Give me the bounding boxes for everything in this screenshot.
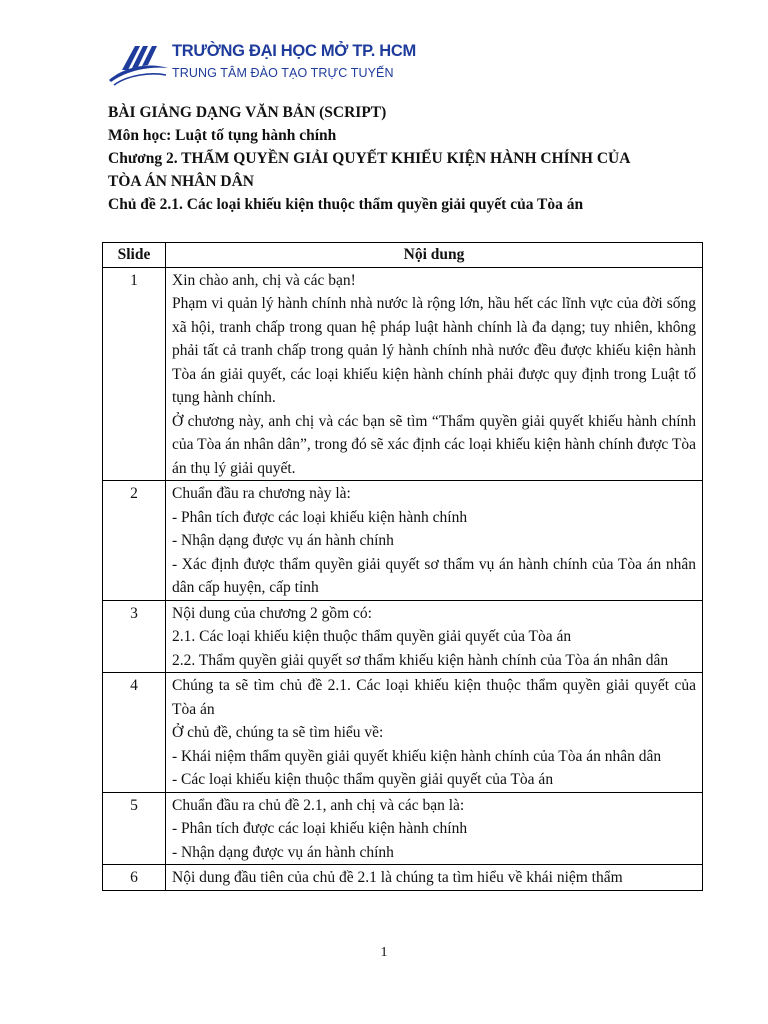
slide-number: 1 <box>103 267 166 481</box>
content-line: Chúng ta sẽ tìm chủ đề 2.1. Các loại khiếu kiện thuộc thẩm quyền giải quyết của Tòa án <box>172 677 696 718</box>
topic-title: Chủ đề 2.1. Các loại khiếu kiện thuộc thẩm quyền giải quyết của Tòa án <box>108 196 584 213</box>
logo-title: TRƯỜNG ĐẠI HỌC MỞ TP. HCM <box>172 42 416 60</box>
document-type-title: BÀI GIẢNG DẠNG VĂN BẢN (SCRIPT) <box>108 104 387 121</box>
content-line: - Xác định được thẩm quyền giải quyết sơ thẩm vụ án hành chính của Tòa án nhân dân cấp huyện, cấp tỉnh <box>172 555 696 596</box>
content-line: Ở chủ đề, chúng ta sẽ tìm hiểu về: <box>172 724 384 741</box>
content-line: Ở chương này, anh chị và các bạn sẽ tìm “Thẩm quyền giải quyết khiếu hành chính của Tòa án nhân dân”, trong đó sẽ xác định các loại khiếu kiện hành chính được Tòa án thụ lý giải quyết. <box>172 412 696 477</box>
content-line: - Phân tích được các loại khiếu kiện hành chính <box>172 508 468 526</box>
page-number: 1 <box>380 945 388 960</box>
content-line: Xin chào anh, chị và các bạn! <box>172 271 356 289</box>
content-line: - Nhận dạng được vụ án hành chính <box>172 532 394 549</box>
logo-subtitle: TRUNG TÂM ĐÀO TẠO TRỰC TUYẾN <box>172 66 394 80</box>
content-line: - Nhận dạng được vụ án hành chính <box>172 843 394 861</box>
slide-content <box>166 865 703 891</box>
content-line: Nội dung của chương 2 gồm có: <box>172 604 372 622</box>
table-row <box>103 865 703 891</box>
slide-number: 2 <box>103 481 166 601</box>
content-line: 2.1. Các loại khiếu kiện thuộc thẩm quyền giải quyết của Tòa án <box>172 628 572 645</box>
chapter-title-line1: Chương 2. THẨM QUYỀN GIẢI QUYẾT KHIẾU KIỆN HÀNH CHÍNH CỦA <box>108 150 631 167</box>
content-line: 2.2. Thẩm quyền giải quyết sơ thẩm khiếu kiện hành chính của Tòa án nhân dân <box>172 651 669 669</box>
content-line: Phạm vi quản lý hành chính nhà nước là rộng lớn, hầu hết các lĩnh vực của đời sống xã hội, tranh chấp trong quan hệ pháp luật hành chính là đa dạng; tuy nhiên, không phải tất cả tranh chấp trong quản lý hành chính nhà nước đều được khiếu kiện hành Tòa án giải quyết, các loại khiếu kiện hành chính phải được quy định trong Luật tố tụng hành chính. <box>172 295 696 406</box>
slide-content <box>166 792 703 865</box>
slide-content <box>166 600 703 673</box>
slide-number: 5 <box>103 792 166 865</box>
slide-content <box>166 481 703 601</box>
table-row <box>103 792 703 865</box>
logo-emblem-icon <box>108 40 170 90</box>
university-logo <box>108 40 416 90</box>
content-line: Chuẩn đầu ra chương này là: <box>172 485 351 502</box>
script-table <box>102 242 703 891</box>
table-header-row <box>103 243 703 268</box>
slide-number: 3 <box>103 600 166 673</box>
table-row <box>103 673 703 793</box>
table-row <box>103 600 703 673</box>
column-header-content: Nội dung <box>166 243 703 268</box>
slide-number: 6 <box>103 865 166 891</box>
content-line: - Khái niệm thẩm quyền giải quyết khiếu kiện hành chính của Tòa án nhân dân <box>172 747 662 765</box>
table-row <box>103 267 703 481</box>
column-header-slide: Slide <box>103 243 166 268</box>
content-line: Chuẩn đầu ra chủ đề 2.1, anh chị và các bạn là: <box>172 796 465 814</box>
chapter-title-line2: TÒA ÁN NHÂN DÂN <box>108 173 254 190</box>
content-line: Nội dung đầu tiên của chủ đề 2.1 là chúng ta tìm hiểu về khái niệm thẩm <box>172 869 623 886</box>
slide-content <box>166 673 703 793</box>
content-line: - Phân tích được các loại khiếu kiện hành chính <box>172 820 468 837</box>
table-row <box>103 481 703 601</box>
content-line: - Các loại khiếu kiện thuộc thẩm quyền giải quyết của Tòa án <box>172 771 554 788</box>
slide-number: 4 <box>103 673 166 793</box>
course-name: Môn học: Luật tố tụng hành chính <box>108 127 337 144</box>
slide-content <box>166 267 703 481</box>
document-heading <box>108 101 702 216</box>
